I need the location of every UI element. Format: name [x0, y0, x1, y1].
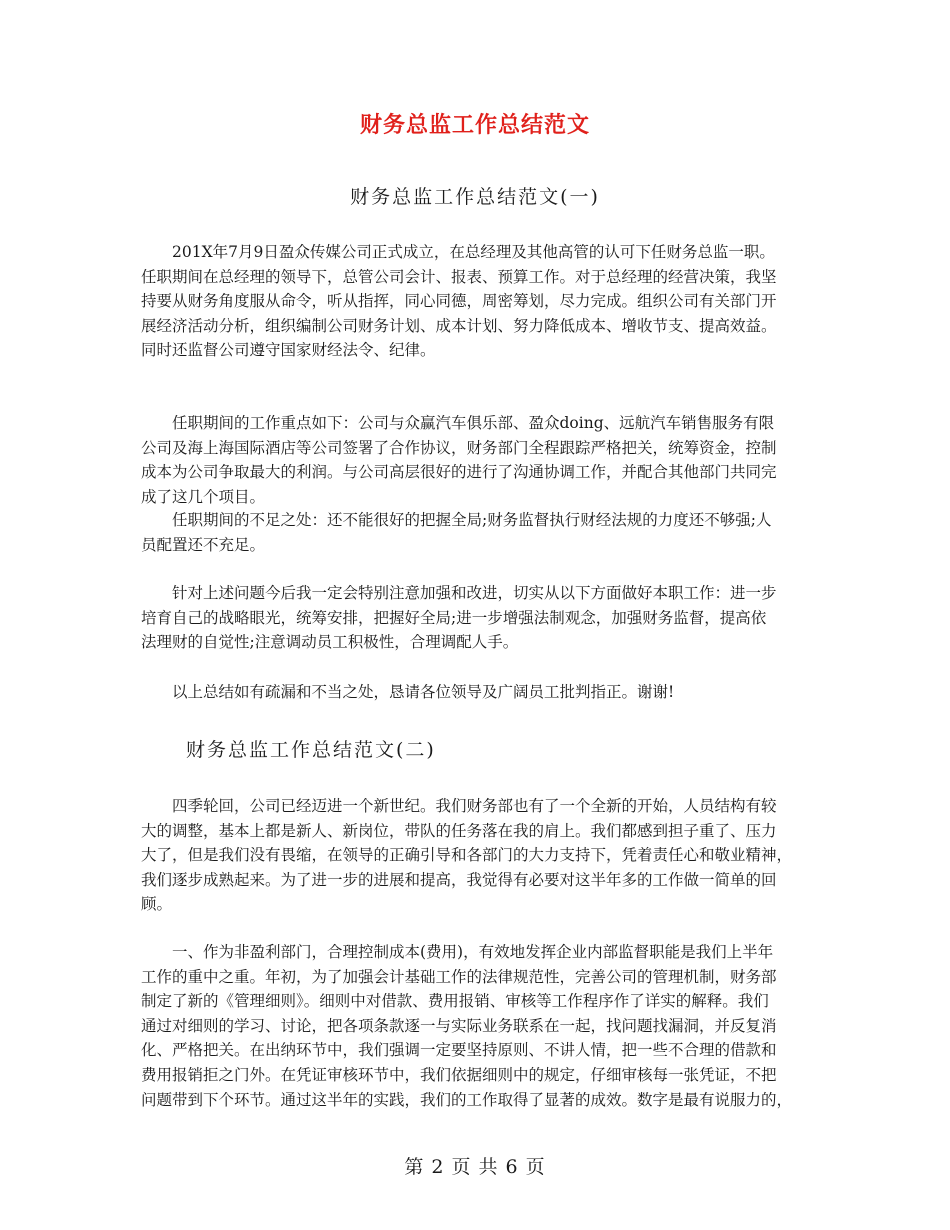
paragraph [141, 794, 821, 917]
paragraph [141, 240, 821, 363]
page-number-footer: 第 2 页 共 6 页 [404, 1156, 546, 1178]
paragraph-line: 一、作为非盈利部门，合理控制成本(费用)，有效地发挥企业内部监督职能是我们上半年 [172, 943, 774, 961]
paragraph [141, 940, 821, 1112]
paragraph-line: 任职期间的工作重点如下：公司与众赢汽车俱乐部、盈众doing、远航汽车销售服务有限 [172, 414, 775, 432]
paragraph-line: 持要从财务角度服从命令，听从指挥，同心同德，周密筹划，尽力完成。组织公司有关部门开 [141, 292, 777, 311]
paragraph-line: 顾。 [141, 895, 173, 914]
paragraph [141, 680, 821, 705]
paragraph-line: 法理财的自觉性;注意调动员工积极性，合理调配人手。 [141, 633, 519, 652]
paragraph [141, 508, 821, 557]
paragraph-line: 大了，但是我们没有畏缩，在领导的正确引导和各部门的大力支持下，凭着责任心和敬业精神， [141, 846, 793, 865]
paragraph-line: 任职期间在总经理的领导下，总管公司会计、报表、预算工作。对于总经理的经营决策，我坚 [141, 267, 777, 286]
paragraph-line: 四季轮回，公司已经迈进一个新世纪。我们财务部也有了一个全新的开始，人员结构有较 [172, 797, 777, 815]
section-heading-1: 财务总监工作总结范文(一) [350, 186, 600, 208]
paragraph-line: 成了这几个项目。 [141, 487, 266, 506]
paragraph-line: 制定了新的《管理细则》。细则中对借款、费用报销、审核等工作程序作了详实的解释。我们 [141, 992, 769, 1011]
paragraph-line: 任职期间的不足之处：还不能很好的把握全局;财务监督执行财经法规的力度还不够强;人 [172, 511, 772, 529]
paragraph-line: 费用报销拒之门外。在凭证审核环节中，我们依据细则中的规定，仔细审核每一张凭证，不把 [141, 1065, 777, 1084]
section-heading-2: 财务总监工作总结范文(二) [186, 739, 436, 761]
paragraph [141, 581, 821, 655]
paragraph-line: 员配置还不充足。 [141, 535, 266, 554]
paragraph [141, 411, 821, 509]
paragraph-line: 展经济活动分析，组织编制公司财务计划、成本计划、努力降低成本、增收节支、提高效益。 [141, 316, 777, 335]
document-title: 财务总监工作总结范文 [359, 112, 590, 138]
paragraph-line: 培育自己的战略眼光，统筹安排，把握好全局;进一步增强法制观念，加强财务监督，提高依 [141, 608, 767, 627]
paragraph-line: 工作的重中之重。年初，为了加强会计基础工作的法律规范性，完善公司的管理机制，财务部 [141, 967, 777, 986]
paragraph-line: 我们逐步成熟起来。为了进一步的进展和提高，我觉得有必要对这半年多的工作做一简单的回 [141, 870, 777, 889]
paragraph-line: 成本为公司争取最大的利润。与公司高层很好的进行了沟通协调工作，并配合其他部门共同完 [141, 463, 777, 482]
paragraph-line: 化、严格把关。在出纳环节中，我们强调一定要坚持原则、不讲人情，把一些不合理的借款和 [141, 1041, 777, 1060]
paragraph-line: 以上总结如有疏漏和不当之处，恳请各位领导及广阔员工批判指正。谢谢! [172, 683, 675, 701]
paragraph-line: 针对上述问题今后我一定会特别注意加强和改进，切实从以下方面做好本职工作：进一步 [172, 584, 777, 602]
paragraph-line: 问题带到下个环节。通过这半年的实践，我们的工作取得了显著的成效。数字是最有说服力的， [141, 1090, 793, 1109]
paragraph-line: 同时还监督公司遵守国家财经法令、纪律。 [141, 341, 436, 360]
paragraph-line: 大的调整，基本上都是新人、新岗位，带队的任务落在我的肩上。我们都感到担子重了、压力 [141, 821, 777, 840]
paragraph-line: 通过对细则的学习、讨论，把各项条款逐一与实际业务联系在一起，找问题找漏洞，并反复消 [141, 1016, 777, 1035]
paragraph-line: 公司及海上海国际酒店等公司签署了合作协议，财务部门全程跟踪严格把关，统筹资金，控制 [141, 438, 777, 457]
paragraph-line: 201X年7月9日盈众传媒公司正式成立，在总经理及其他高管的认可下任财务总监一职。 [172, 243, 775, 261]
